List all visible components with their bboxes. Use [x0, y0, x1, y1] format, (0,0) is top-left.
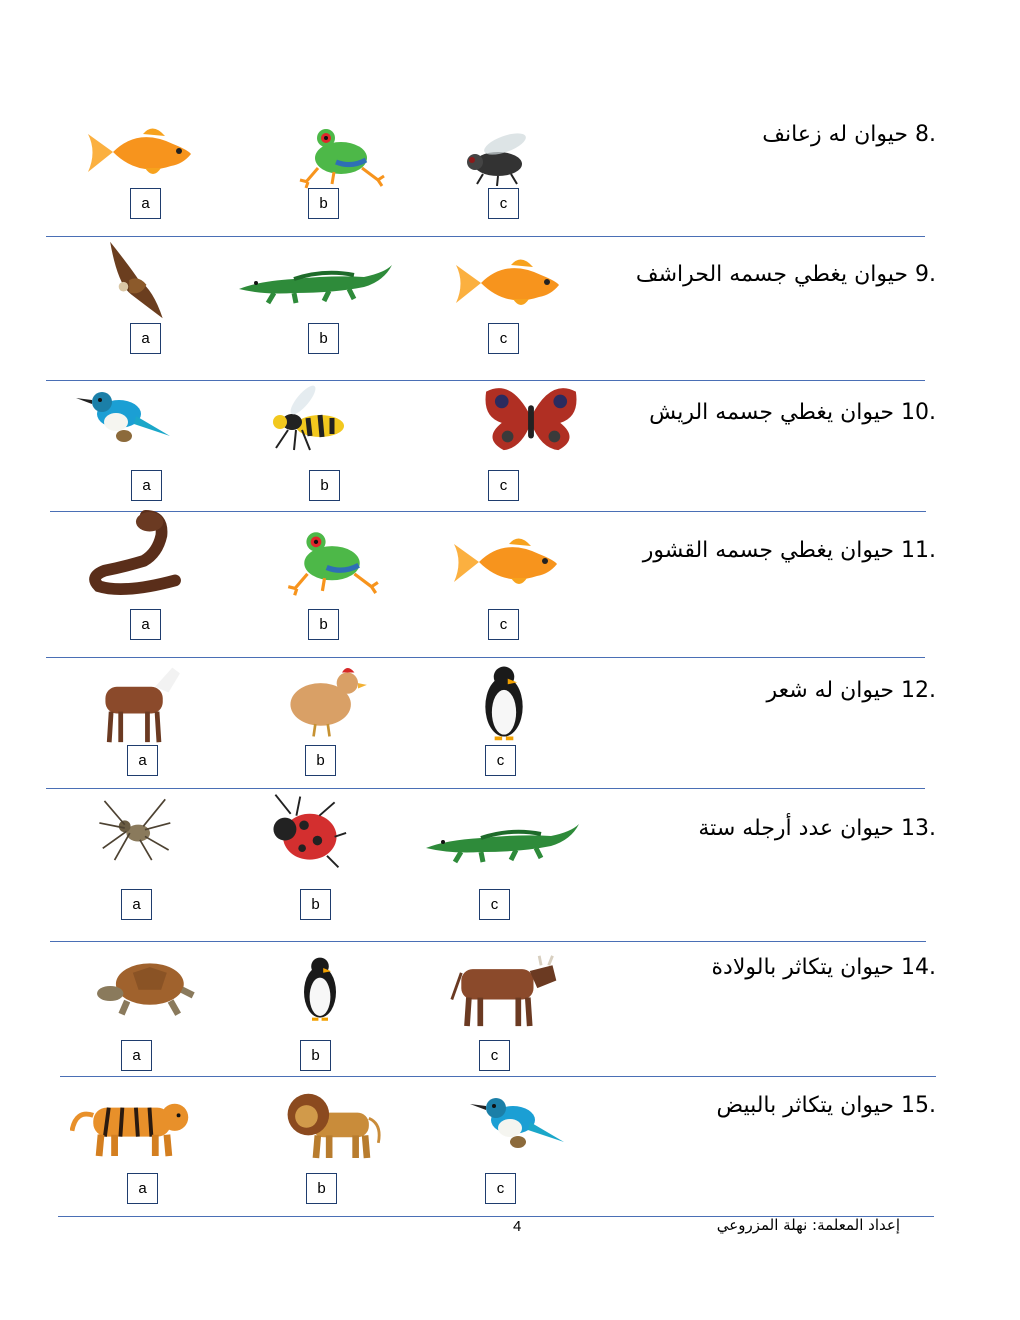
option-b[interactable]: b	[300, 1040, 331, 1071]
question-text	[766, 678, 936, 703]
option-c[interactable]: c	[479, 889, 510, 920]
penguin-icon	[476, 660, 532, 744]
lion-icon	[280, 1086, 384, 1162]
question-number: 8.	[915, 122, 936, 147]
option-b[interactable]: b	[300, 889, 331, 920]
option-b[interactable]: b	[308, 188, 339, 219]
separator-line	[46, 657, 925, 658]
goldfish-icon	[83, 122, 203, 182]
question-number: 10.	[901, 400, 936, 425]
frog-icon	[284, 522, 380, 598]
snake-icon	[84, 510, 184, 598]
crocodile-icon	[421, 814, 581, 864]
option-a[interactable]: a	[130, 323, 161, 354]
question-label: حيوان له شعر	[766, 678, 894, 703]
option-b[interactable]: b	[308, 323, 339, 354]
question-text	[649, 400, 936, 425]
crocodile-icon	[234, 255, 394, 305]
option-a[interactable]: a	[121, 1040, 152, 1071]
page-number: 4	[513, 1218, 522, 1235]
wasp-icon	[258, 378, 358, 458]
question-text	[762, 122, 936, 147]
ladybug-icon	[262, 792, 348, 870]
fly-icon	[453, 126, 543, 186]
separator-line	[60, 1076, 936, 1077]
separator-line	[46, 788, 925, 789]
cow-icon	[445, 952, 565, 1028]
spider-icon	[96, 792, 172, 864]
penguin-icon	[292, 952, 348, 1024]
option-c[interactable]: c	[488, 188, 519, 219]
question-text	[717, 1093, 937, 1118]
question-label: حيوان يتكاثر بالبيض	[716, 1093, 894, 1118]
question-number: 13.	[901, 816, 936, 841]
goat-icon	[86, 660, 186, 746]
butterfly-icon	[481, 378, 581, 456]
tiger-icon	[70, 1092, 196, 1160]
question-text	[698, 816, 936, 841]
question-number: 9.	[915, 262, 936, 287]
option-c[interactable]: c	[479, 1040, 510, 1071]
option-b[interactable]: b	[309, 470, 340, 501]
option-a[interactable]: a	[127, 1173, 158, 1204]
option-c[interactable]: c	[488, 323, 519, 354]
goldfish-icon	[451, 253, 571, 313]
question-label: حيوان يغطي جسمه القشور	[642, 538, 894, 563]
option-a[interactable]: a	[127, 745, 158, 776]
option-c[interactable]: c	[485, 745, 516, 776]
question-text	[643, 538, 936, 563]
kingfisher-icon	[74, 380, 174, 450]
option-b[interactable]: b	[308, 609, 339, 640]
question-label: حيوان عدد أرجله ستة	[698, 816, 894, 841]
question-number: 11.	[901, 538, 936, 563]
option-a[interactable]: a	[130, 188, 161, 219]
option-b[interactable]: b	[305, 745, 336, 776]
separator-line	[46, 236, 925, 237]
question-number: 14.	[901, 955, 936, 980]
option-c[interactable]: c	[488, 470, 519, 501]
question-label: حيوان يغطي جسمه الحراشف	[635, 262, 908, 287]
question-label: حيوان له زعانف	[762, 122, 908, 147]
teacher-credit: إعداد المعلمة: نهلة المزروعي	[716, 1216, 900, 1234]
frog-icon	[296, 120, 386, 190]
question-number: 15.	[901, 1093, 936, 1118]
goldfish-icon	[449, 532, 569, 592]
question-number: 12.	[901, 678, 936, 703]
option-a[interactable]: a	[130, 609, 161, 640]
eagle-icon	[99, 237, 169, 323]
kingfisher-icon	[468, 1086, 568, 1156]
option-c[interactable]: c	[488, 609, 519, 640]
question-label: حيوان يغطي جسمه الريش	[649, 400, 894, 425]
hen-icon	[276, 660, 376, 740]
option-a[interactable]: a	[131, 470, 162, 501]
question-label: حيوان يتكاثر بالولادة	[711, 955, 894, 980]
question-text	[636, 262, 936, 287]
question-text	[712, 955, 937, 980]
separator-line	[50, 941, 926, 942]
option-b[interactable]: b	[306, 1173, 337, 1204]
option-a[interactable]: a	[121, 889, 152, 920]
option-c[interactable]: c	[485, 1173, 516, 1204]
tortoise-icon	[94, 952, 200, 1018]
